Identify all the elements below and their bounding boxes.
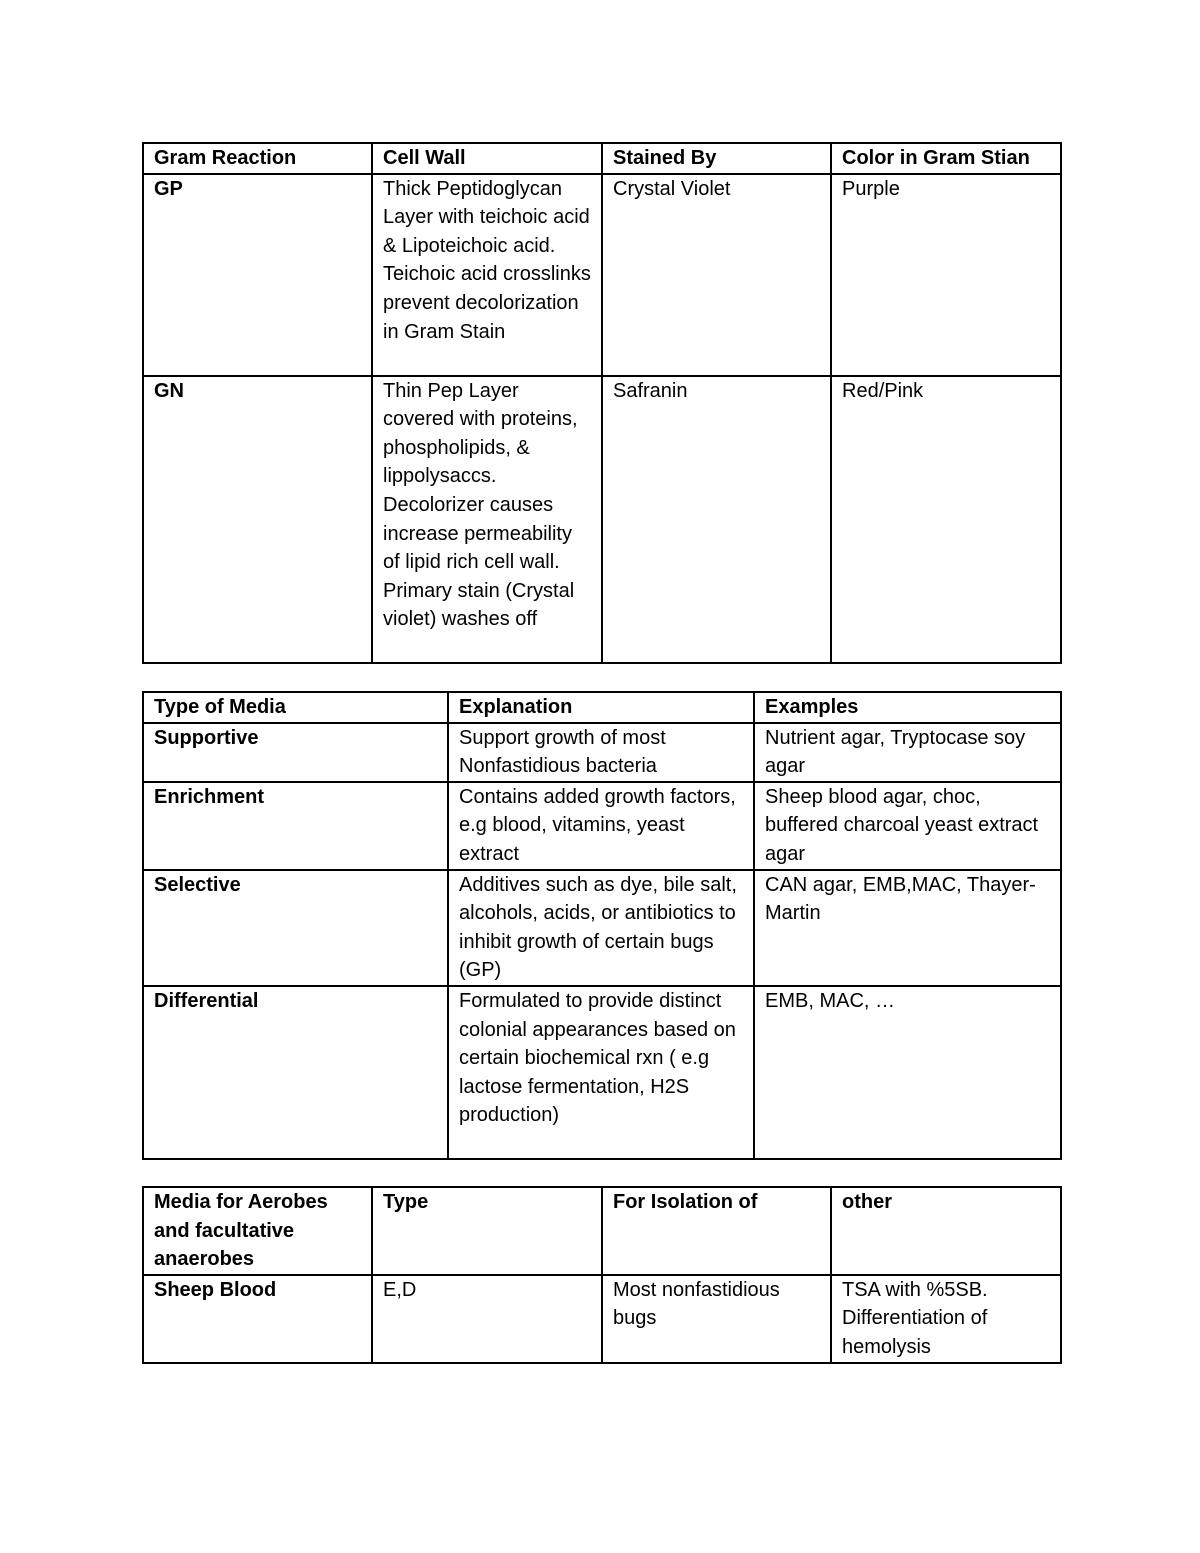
table-header-row <box>143 1187 1061 1275</box>
other-cell: TSA with %5SB. Differentiation of hemolysis <box>831 1275 1061 1363</box>
cell-wall-cell: Thick Peptidoglycan Layer with teichoic acid & Lipoteichoic acid. Teichoic acid crosslinks prevent decolorization in Gram Stain <box>372 174 602 376</box>
header-cell-wall: Cell Wall <box>372 143 602 174</box>
media-type-table <box>142 691 1062 1160</box>
table-row <box>143 174 1061 376</box>
isolation-cell: Most nonfastidious bugs <box>602 1275 831 1363</box>
header-stained-by: Stained By <box>602 143 831 174</box>
media-type-cell: Enrichment <box>143 782 448 870</box>
media-type-cell: Selective <box>143 870 448 986</box>
examples-cell: CAN agar, EMB,MAC, Thayer-Martin <box>754 870 1061 986</box>
gram-reaction-cell: GN <box>143 376 372 663</box>
header-type: Type <box>372 1187 602 1275</box>
table-row <box>143 376 1061 663</box>
header-explanation: Explanation <box>448 692 754 723</box>
examples-cell: Nutrient agar, Tryptocase soy agar <box>754 723 1061 782</box>
table-header-row <box>143 143 1061 174</box>
gram-reaction-table <box>142 142 1062 664</box>
table-row <box>143 782 1061 870</box>
header-color: Color in Gram Stian <box>831 143 1061 174</box>
color-cell: Purple <box>831 174 1061 376</box>
examples-cell: Sheep blood agar, choc, buffered charcoal yeast extract agar <box>754 782 1061 870</box>
header-media-for-aerobes: Media for Aerobes and facultative anaerobes <box>143 1187 372 1275</box>
header-type-of-media: Type of Media <box>143 692 448 723</box>
media-type-cell: Differential <box>143 986 448 1159</box>
explanation-cell: Support growth of most Nonfastidious bacteria <box>448 723 754 782</box>
table-row <box>143 723 1061 782</box>
table-row <box>143 870 1061 986</box>
cell-wall-cell: Thin Pep Layer covered with proteins, phospholipids, & lippolysaccs. Decolorizer causes increase permeability of lipid rich cell wall. Primary stain (Crystal violet) washes off <box>372 376 602 663</box>
explanation-cell: Additives such as dye, bile salt, alcohols, acids, or antibiotics to inhibit growth of certain bugs (GP) <box>448 870 754 986</box>
header-other: other <box>831 1187 1061 1275</box>
examples-cell: EMB, MAC, … <box>754 986 1061 1159</box>
color-cell: Red/Pink <box>831 376 1061 663</box>
gram-reaction-cell: GP <box>143 174 372 376</box>
stained-by-cell: Safranin <box>602 376 831 663</box>
aerobes-media-table <box>142 1186 1062 1364</box>
header-for-isolation-of: For Isolation of <box>602 1187 831 1275</box>
media-name-cell: Sheep Blood <box>143 1275 372 1363</box>
table-header-row <box>143 692 1061 723</box>
stained-by-cell: Crystal Violet <box>602 174 831 376</box>
table-row <box>143 986 1061 1159</box>
header-gram-reaction: Gram Reaction <box>143 143 372 174</box>
explanation-cell: Formulated to provide distinct colonial appearances based on certain biochemical rxn ( e.g lactose fermentation, H2S production) <box>448 986 754 1159</box>
header-examples: Examples <box>754 692 1061 723</box>
table-row <box>143 1275 1061 1363</box>
explanation-cell: Contains added growth factors, e.g blood, vitamins, yeast extract <box>448 782 754 870</box>
media-type-cell: Supportive <box>143 723 448 782</box>
type-cell: E,D <box>372 1275 602 1363</box>
